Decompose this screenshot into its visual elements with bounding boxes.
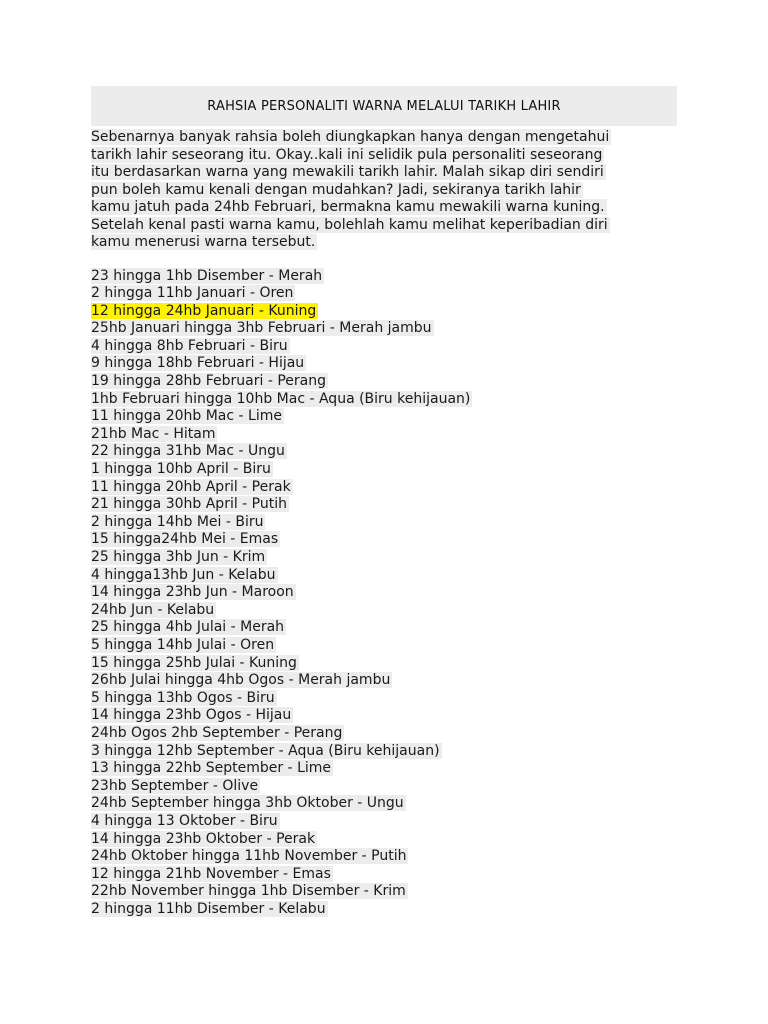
list-item: 4 hingga13hb Jun - Kelabu [91,566,276,583]
list-item: 24hb Ogos 2hb September - Perang [91,724,343,741]
list-item: 14 hingga 23hb Ogos - Hijau [91,707,292,724]
list-item: 4 hingga 13 Oktober - Biru [91,812,278,829]
list-item: 11 hingga 20hb Mac - Lime [91,408,282,425]
list-item: 24hb September hingga 3hb Oktober - Ungu [91,795,404,812]
list-item: 26hb Julai hingga 4hb Ogos - Merah jambu [91,672,391,689]
list-item: 3 hingga 12hb September - Aqua (Biru kehijauan) [91,742,440,759]
list-item: 2 hingga 14hb Mei - Biru [91,513,264,530]
list-item: 13 hingga 22hb September - Lime [91,760,332,777]
intro-line: itu berdasarkan warna yang mewakili tarikh lahir. Malah sikap diri sendiri [91,164,604,180]
list-item: 24hb Oktober hingga 11hb November - Putih [91,848,407,865]
list-item: 21 hingga 30hb April - Putih [91,496,287,513]
list-item: 23 hingga 1hb Disember - Merah [91,267,323,284]
intro-line: kamu jatuh pada 24hb Februari, bermakna kamu mewakili warna kuning. [91,199,605,215]
list-item: 25hb Januari hingga 3hb Februari - Merah jambu [91,320,432,337]
list-item: 4 hingga 8hb Februari - Biru [91,337,288,354]
list-item: 22 hingga 31hb Mac - Ungu [91,443,285,460]
intro-line: Sebenarnya banyak rahsia boleh diungkapkan hanya dengan mengetahui [91,129,610,145]
list-item: 19 hingga 28hb Februari - Perang [91,373,326,390]
intro-line: Setelah kenal pasti warna kamu, bolehlah kamu melihat keperibadian diri [91,216,608,233]
intro-paragraph [91,129,677,252]
list-item: 15 hingga 25hb Julai - Kuning [91,654,297,671]
list-item: 12 hingga 21hb November - Emas [91,865,331,882]
list-item: 2 hingga 11hb Disember - Kelabu [91,900,326,917]
list-item: 21hb Mac - Hitam [91,425,216,442]
intro-line: pun boleh kamu kenali dengan mudahkan? Jadi, sekiranya tarikh lahir [91,181,581,198]
intro-line: tarikh lahir seseorang itu. Okay..kali ini selidik pula personaliti seseorang [91,146,603,163]
list-item: 2 hingga 11hb Januari - Oren [91,285,294,302]
list-item: 23hb September - Olive [91,777,259,794]
list-item: 15 hingga24hb Mei - Emas [91,531,279,548]
list-item: 11 hingga 20hb April - Perak [91,478,291,495]
list-item: 22hb November hingga 1hb Disember - Krim [91,883,406,900]
document-title: RAHSIA PERSONALITI WARNA MELALUI TARIKH LAHIR [207,98,561,114]
intro-line: kamu menerusi warna tersebut. [91,234,316,250]
list-item: 24hb Jun - Kelabu [91,601,215,618]
list-item: 14 hingga 23hb Jun - Maroon [91,584,294,601]
list-item: 5 hingga 13hb Ogos - Biru [91,689,275,706]
list-item: 25 hingga 4hb Julai - Merah [91,619,285,636]
list-item-highlighted: 12 hingga 24hb Januari - Kuning [91,302,317,319]
date-color-list [91,268,681,919]
list-item: 1hb Februari hingga 10hb Mac - Aqua (Biru kehijauan) [91,390,471,407]
title-bar [91,86,677,126]
list-item: 25 hingga 3hb Jun - Krim [91,549,266,565]
list-item: 1 hingga 10hb April - Biru [91,461,271,478]
list-item: 5 hingga 14hb Julai - Oren [91,636,275,653]
list-item: 14 hingga 23hb Oktober - Perak [91,830,316,847]
list-item: 9 hingga 18hb Februari - Hijau [91,355,305,372]
document-page [91,86,681,918]
